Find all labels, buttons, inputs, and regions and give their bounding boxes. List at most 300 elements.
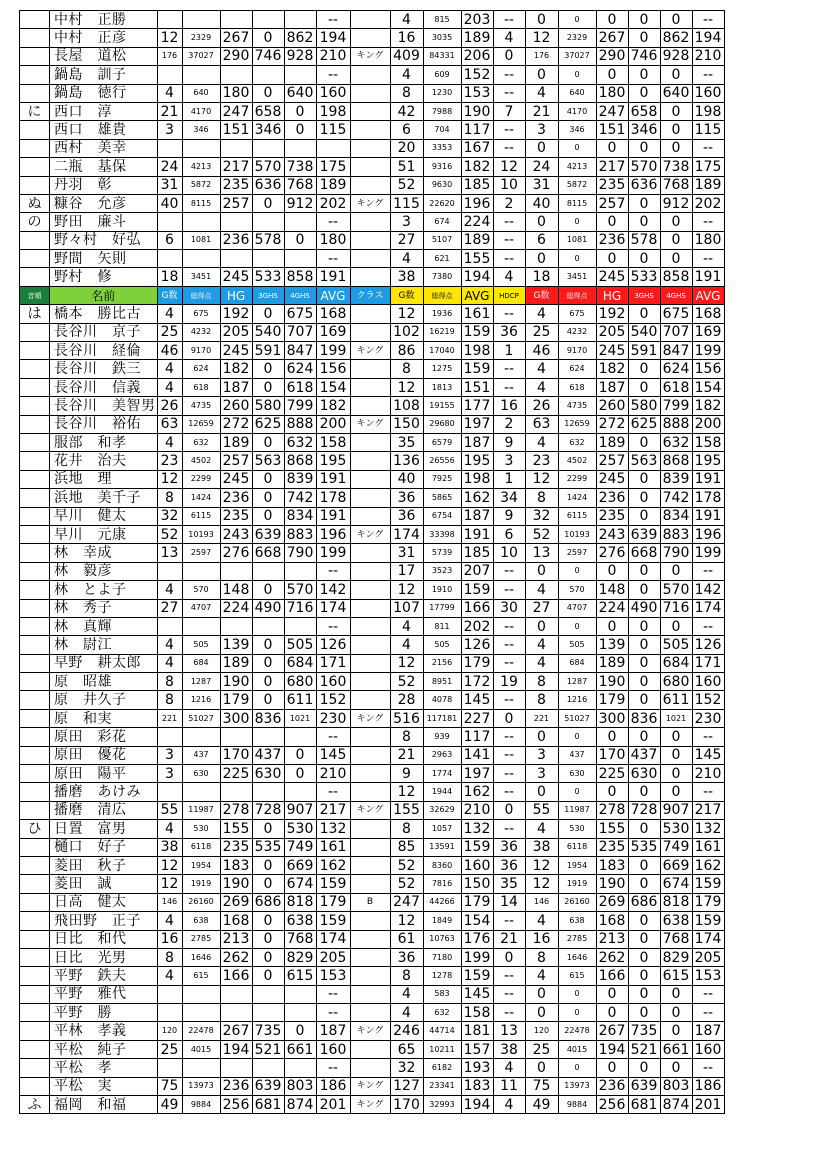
cell-3ghs: 0 — [252, 194, 284, 212]
header-hdcp: HDCP — [493, 286, 525, 304]
cell-4ghs-3: 0 — [660, 213, 692, 231]
cell-games-3: 0 — [525, 139, 558, 157]
cell-name: 平松 実 — [50, 1077, 158, 1095]
cell-hdcp: -- — [493, 121, 525, 139]
cell-3ghs-3: 0 — [628, 912, 660, 930]
cell-class — [350, 856, 390, 874]
cell-class: キング — [350, 47, 390, 65]
cell-high-game-3: 182 — [596, 360, 628, 378]
cell-high-game-3: 139 — [596, 636, 628, 654]
cell-3ghs: 0 — [252, 967, 284, 985]
cell-high-game-3: 0 — [596, 139, 628, 157]
cell-4ghs-3: 0 — [660, 562, 692, 580]
cell-class — [350, 121, 390, 139]
cell-hdcp: -- — [493, 139, 525, 157]
cell-games: 176 — [157, 47, 182, 65]
cell-games-3: 0 — [525, 1004, 558, 1022]
cell-high-game: 148 — [220, 581, 252, 599]
cell-games-3: 12 — [525, 875, 558, 893]
cell-name: 日比 和代 — [50, 930, 158, 948]
cell-index — [20, 47, 50, 65]
cell-total-score-2: 632 — [423, 1004, 461, 1022]
cell-hdcp: 16 — [493, 397, 525, 415]
cell-total-score-3: 13973 — [558, 1077, 596, 1095]
cell-hdcp: -- — [493, 562, 525, 580]
cell-average-3: 178 — [692, 489, 724, 507]
cell-games-3: 0 — [525, 562, 558, 580]
cell-games-3: 0 — [525, 66, 558, 84]
cell-hdcp: -- — [493, 11, 525, 29]
cell-total-score: 530 — [182, 820, 220, 838]
cell-total-score-3: 0 — [558, 562, 596, 580]
cell-name: 日高 健太 — [50, 893, 158, 911]
cell-total-score-2: 5739 — [423, 544, 461, 562]
cell-4ghs — [284, 11, 316, 29]
cell-3ghs: 591 — [252, 342, 284, 360]
cell-games: 3 — [157, 121, 182, 139]
table-row — [20, 139, 725, 157]
cell-4ghs-3: 928 — [660, 47, 692, 65]
cell-games-3: 4 — [525, 581, 558, 599]
cell-4ghs: 661 — [284, 1040, 316, 1058]
cell-average-2: 227 — [461, 709, 493, 727]
cell-total-score: 10193 — [182, 525, 220, 543]
cell-3ghs — [252, 728, 284, 746]
cell-average: 175 — [316, 158, 350, 176]
cell-total-score-2: 29680 — [423, 415, 461, 433]
cell-games-2: 52 — [390, 856, 423, 874]
cell-4ghs-3: 0 — [660, 985, 692, 1003]
cell-games-2: 107 — [390, 599, 423, 617]
cell-high-game-3: 235 — [596, 176, 628, 194]
header-3ghs-3: 3GHS — [628, 286, 660, 304]
cell-name: 西村 美幸 — [50, 139, 158, 157]
table-row — [20, 967, 725, 985]
cell-total-score-3: 0 — [558, 213, 596, 231]
cell-hdcp: -- — [493, 581, 525, 599]
cell-total-score-3: 437 — [558, 746, 596, 764]
cell-4ghs: 912 — [284, 194, 316, 212]
cell-hdcp: 9 — [493, 433, 525, 451]
header-games: G数 — [157, 286, 182, 304]
cell-high-game-3: 213 — [596, 930, 628, 948]
cell-games: 4 — [157, 581, 182, 599]
cell-4ghs-3: 888 — [660, 415, 692, 433]
header-high-game: HG — [220, 286, 252, 304]
cell-games: 12 — [157, 856, 182, 874]
table-row — [20, 1077, 725, 1095]
cell-4ghs — [284, 985, 316, 1003]
cell-average: -- — [316, 783, 350, 801]
cell-high-game: 257 — [220, 452, 252, 470]
cell-hdcp: -- — [493, 654, 525, 672]
cell-average-3: 179 — [692, 893, 724, 911]
cell-hdcp: 4 — [493, 1096, 525, 1114]
cell-high-game: 225 — [220, 765, 252, 783]
cell-3ghs: 0 — [252, 470, 284, 488]
cell-3ghs-3: 580 — [628, 397, 660, 415]
cell-index — [20, 691, 50, 709]
cell-4ghs: 675 — [284, 305, 316, 323]
table-row — [20, 912, 725, 930]
cell-high-game — [220, 783, 252, 801]
cell-4ghs-3: 803 — [660, 1077, 692, 1095]
cell-average-2: 162 — [461, 783, 493, 801]
cell-3ghs-3: 540 — [628, 323, 660, 341]
cell-hdcp: 36 — [493, 838, 525, 856]
cell-high-game: 257 — [220, 194, 252, 212]
cell-average-2: 145 — [461, 691, 493, 709]
cell-average-3: 154 — [692, 378, 724, 396]
cell-total-score: 1646 — [182, 948, 220, 966]
cell-average: 182 — [316, 397, 350, 415]
cell-games-3: 3 — [525, 765, 558, 783]
cell-total-score-3: 624 — [558, 360, 596, 378]
cell-name: 長屋 道松 — [50, 47, 158, 65]
table-row — [20, 673, 725, 691]
cell-name: 浜地 美千子 — [50, 489, 158, 507]
cell-games: 18 — [157, 268, 182, 286]
cell-3ghs: 0 — [252, 930, 284, 948]
cell-3ghs-3: 533 — [628, 268, 660, 286]
cell-class: キング — [350, 709, 390, 727]
cell-4ghs — [284, 66, 316, 84]
cell-index — [20, 378, 50, 396]
cell-total-score-2: 3523 — [423, 562, 461, 580]
cell-high-game-3: 183 — [596, 856, 628, 874]
cell-games-3: 4 — [525, 305, 558, 323]
cell-4ghs: 839 — [284, 470, 316, 488]
cell-games-3: 38 — [525, 838, 558, 856]
cell-average: 187 — [316, 1022, 350, 1040]
cell-games — [157, 783, 182, 801]
cell-name: 日比 光男 — [50, 948, 158, 966]
cell-total-score-3: 0 — [558, 728, 596, 746]
cell-high-game: 236 — [220, 231, 252, 249]
cell-class: キング — [350, 1022, 390, 1040]
cell-class — [350, 617, 390, 635]
cell-average-3: 142 — [692, 581, 724, 599]
cell-average-3: 200 — [692, 415, 724, 433]
cell-total-score-3: 675 — [558, 305, 596, 323]
cell-3ghs: 578 — [252, 231, 284, 249]
cell-class — [350, 691, 390, 709]
cell-total-score-2: 583 — [423, 985, 461, 1003]
cell-total-score-2: 5865 — [423, 489, 461, 507]
cell-total-score-3: 9170 — [558, 342, 596, 360]
cell-average: 145 — [316, 746, 350, 764]
cell-games: 52 — [157, 525, 182, 543]
cell-class — [350, 176, 390, 194]
cell-hdcp: -- — [493, 728, 525, 746]
cell-3ghs: 686 — [252, 893, 284, 911]
cell-games-3: 0 — [525, 985, 558, 1003]
cell-hdcp: 2 — [493, 194, 525, 212]
cell-games-3: 0 — [525, 213, 558, 231]
table-row — [20, 158, 725, 176]
cell-hdcp: 7 — [493, 102, 525, 120]
cell-class — [350, 397, 390, 415]
cell-name: 早川 元康 — [50, 525, 158, 543]
cell-index — [20, 1022, 50, 1040]
cell-games — [157, 1004, 182, 1022]
cell-games-2: 516 — [390, 709, 423, 727]
cell-high-game-3: 205 — [596, 323, 628, 341]
cell-games-2: 8 — [390, 820, 423, 838]
cell-average-2: 160 — [461, 856, 493, 874]
cell-games-3: 13 — [525, 544, 558, 562]
cell-games-3: 120 — [525, 1022, 558, 1040]
cell-total-score — [182, 985, 220, 1003]
cell-total-score-2: 32993 — [423, 1096, 461, 1114]
cell-average-2: 198 — [461, 470, 493, 488]
cell-hdcp: 1 — [493, 470, 525, 488]
cell-average-2: 187 — [461, 433, 493, 451]
cell-average-3: 156 — [692, 360, 724, 378]
cell-games-3: 31 — [525, 176, 558, 194]
cell-average: 174 — [316, 930, 350, 948]
cell-games: 221 — [157, 709, 182, 727]
cell-games-3: 12 — [525, 856, 558, 874]
cell-3ghs-3: 437 — [628, 746, 660, 764]
table-row — [20, 985, 725, 1003]
cell-high-game — [220, 1004, 252, 1022]
cell-high-game: 235 — [220, 507, 252, 525]
cell-average-2: 191 — [461, 525, 493, 543]
cell-games: 12 — [157, 470, 182, 488]
cell-high-game-3: 245 — [596, 342, 628, 360]
cell-hdcp: -- — [493, 360, 525, 378]
cell-average-3: 168 — [692, 305, 724, 323]
table-row — [20, 489, 725, 507]
cell-total-score-2: 17799 — [423, 599, 461, 617]
table-row — [20, 213, 725, 231]
cell-4ghs-3: 0 — [660, 617, 692, 635]
cell-games: 16 — [157, 930, 182, 948]
cell-class — [350, 1059, 390, 1077]
cell-high-game: 245 — [220, 268, 252, 286]
cell-average-3: -- — [692, 562, 724, 580]
cell-index — [20, 84, 50, 102]
cell-index — [20, 801, 50, 819]
cell-name: 早野 耕太郎 — [50, 654, 158, 672]
cell-high-game: 194 — [220, 1040, 252, 1058]
table-row — [20, 691, 725, 709]
cell-index — [20, 893, 50, 911]
cell-3ghs-3: 0 — [628, 783, 660, 801]
cell-total-score-2: 6182 — [423, 1059, 461, 1077]
cell-high-game: 235 — [220, 176, 252, 194]
cell-average: 162 — [316, 856, 350, 874]
cell-index — [20, 176, 50, 194]
cell-high-game: 247 — [220, 102, 252, 120]
cell-high-game-3: 155 — [596, 820, 628, 838]
cell-4ghs-3: 834 — [660, 507, 692, 525]
cell-3ghs: 668 — [252, 544, 284, 562]
cell-total-score: 1287 — [182, 673, 220, 691]
cell-total-score-3: 1081 — [558, 231, 596, 249]
cell-average-2: 206 — [461, 47, 493, 65]
cell-4ghs-3: 799 — [660, 397, 692, 415]
cell-total-score-2: 1910 — [423, 581, 461, 599]
cell-total-score-2: 674 — [423, 213, 461, 231]
cell-name: 長谷川 鉄三 — [50, 360, 158, 378]
cell-4ghs-3: 738 — [660, 158, 692, 176]
cell-total-score-2: 1278 — [423, 967, 461, 985]
cell-high-game-3: 267 — [596, 1022, 628, 1040]
cell-total-score-3: 2329 — [558, 29, 596, 47]
header-total-score: 総得点 — [182, 286, 220, 304]
cell-4ghs: 0 — [284, 231, 316, 249]
cell-average-3: -- — [692, 250, 724, 268]
cell-high-game: 256 — [220, 1096, 252, 1114]
cell-high-game-3: 190 — [596, 673, 628, 691]
cell-total-score-3: 4232 — [558, 323, 596, 341]
cell-total-score-3: 4213 — [558, 158, 596, 176]
cell-4ghs-3: 0 — [660, 746, 692, 764]
cell-4ghs: 0 — [284, 121, 316, 139]
cell-class — [350, 838, 390, 856]
cell-high-game: 155 — [220, 820, 252, 838]
cell-average: 196 — [316, 525, 350, 543]
cell-3ghs-3: 0 — [628, 820, 660, 838]
cell-total-score-3: 618 — [558, 378, 596, 396]
cell-4ghs-3: 858 — [660, 268, 692, 286]
cell-high-game — [220, 66, 252, 84]
cell-average-2: 210 — [461, 801, 493, 819]
cell-total-score: 4015 — [182, 1040, 220, 1058]
cell-index — [20, 856, 50, 874]
cell-games: 8 — [157, 948, 182, 966]
cell-total-score-3: 684 — [558, 654, 596, 672]
cell-3ghs: 630 — [252, 765, 284, 783]
table-row — [20, 893, 725, 911]
cell-average-3: 115 — [692, 121, 724, 139]
cell-class — [350, 1040, 390, 1058]
cell-average-2: 189 — [461, 29, 493, 47]
cell-3ghs — [252, 783, 284, 801]
cell-total-score-3: 22478 — [558, 1022, 596, 1040]
cell-index — [20, 323, 50, 341]
cell-4ghs: 638 — [284, 912, 316, 930]
cell-class — [350, 875, 390, 893]
cell-total-score: 437 — [182, 746, 220, 764]
cell-games-2: 35 — [390, 433, 423, 451]
cell-3ghs: 521 — [252, 1040, 284, 1058]
cell-high-game — [220, 617, 252, 635]
cell-4ghs-3: 0 — [660, 66, 692, 84]
cell-average-3: 162 — [692, 856, 724, 874]
cell-3ghs-3: 0 — [628, 66, 660, 84]
cell-average: -- — [316, 66, 350, 84]
cell-games-2: 246 — [390, 1022, 423, 1040]
cell-average: 191 — [316, 470, 350, 488]
cell-average-3: 199 — [692, 544, 724, 562]
cell-3ghs: 639 — [252, 525, 284, 543]
cell-total-score-3: 1424 — [558, 489, 596, 507]
cell-4ghs-3: 0 — [660, 1059, 692, 1077]
cell-3ghs: 0 — [252, 29, 284, 47]
cell-4ghs: 530 — [284, 820, 316, 838]
table-row — [20, 1004, 725, 1022]
cell-average: -- — [316, 1004, 350, 1022]
cell-class — [350, 305, 390, 323]
cell-games — [157, 213, 182, 231]
cell-total-score: 1954 — [182, 856, 220, 874]
cell-average: 154 — [316, 378, 350, 396]
cell-total-score-2: 26556 — [423, 452, 461, 470]
cell-4ghs-3: 615 — [660, 967, 692, 985]
cell-total-score-3: 2597 — [558, 544, 596, 562]
cell-3ghs — [252, 562, 284, 580]
cell-average: 171 — [316, 654, 350, 672]
cell-games: 4 — [157, 967, 182, 985]
cell-games-3: 8 — [525, 691, 558, 709]
cell-class: キング — [350, 194, 390, 212]
header-total-score-3: 総得点 — [558, 286, 596, 304]
cell-class — [350, 231, 390, 249]
cell-games-3: 32 — [525, 507, 558, 525]
cell-games — [157, 617, 182, 635]
cell-name: 原 井久子 — [50, 691, 158, 709]
cell-high-game-3: 192 — [596, 305, 628, 323]
cell-games-3: 4 — [525, 967, 558, 985]
cell-high-game-3: 194 — [596, 1040, 628, 1058]
cell-hdcp: 38 — [493, 1040, 525, 1058]
cell-average-3: 205 — [692, 948, 724, 966]
table-row — [20, 544, 725, 562]
cell-games-3: 12 — [525, 29, 558, 47]
cell-index — [20, 121, 50, 139]
cell-3ghs-3: 0 — [628, 470, 660, 488]
cell-total-score-3: 615 — [558, 967, 596, 985]
cell-3ghs-3: 0 — [628, 11, 660, 29]
cell-games: 4 — [157, 433, 182, 451]
cell-games-2: 12 — [390, 305, 423, 323]
cell-average-2: 117 — [461, 121, 493, 139]
cell-total-score: 1216 — [182, 691, 220, 709]
cell-games-2: 52 — [390, 875, 423, 893]
cell-class — [350, 967, 390, 985]
cell-3ghs-3: 0 — [628, 562, 660, 580]
cell-high-game-3: 243 — [596, 525, 628, 543]
cell-3ghs-3: 836 — [628, 709, 660, 727]
cell-average-2: 193 — [461, 1059, 493, 1077]
cell-4ghs-3: 530 — [660, 820, 692, 838]
cell-games-2: 36 — [390, 507, 423, 525]
cell-average-2: 159 — [461, 323, 493, 341]
table-row — [20, 305, 725, 323]
cell-3ghs-3: 686 — [628, 893, 660, 911]
cell-total-score-2: 8360 — [423, 856, 461, 874]
cell-total-score-3: 4735 — [558, 397, 596, 415]
cell-4ghs: 0 — [284, 1022, 316, 1040]
cell-3ghs — [252, 1004, 284, 1022]
cell-name: 糠谷 允彦 — [50, 194, 158, 212]
cell-3ghs-3: 0 — [628, 305, 660, 323]
cell-index — [20, 746, 50, 764]
cell-high-game-3: 166 — [596, 967, 628, 985]
cell-total-score-3: 4707 — [558, 599, 596, 617]
cell-high-game — [220, 139, 252, 157]
cell-index — [20, 581, 50, 599]
cell-3ghs: 490 — [252, 599, 284, 617]
cell-high-game: 170 — [220, 746, 252, 764]
cell-games-3: 40 — [525, 194, 558, 212]
cell-3ghs — [252, 617, 284, 635]
cell-average: 160 — [316, 84, 350, 102]
cell-games: 4 — [157, 378, 182, 396]
